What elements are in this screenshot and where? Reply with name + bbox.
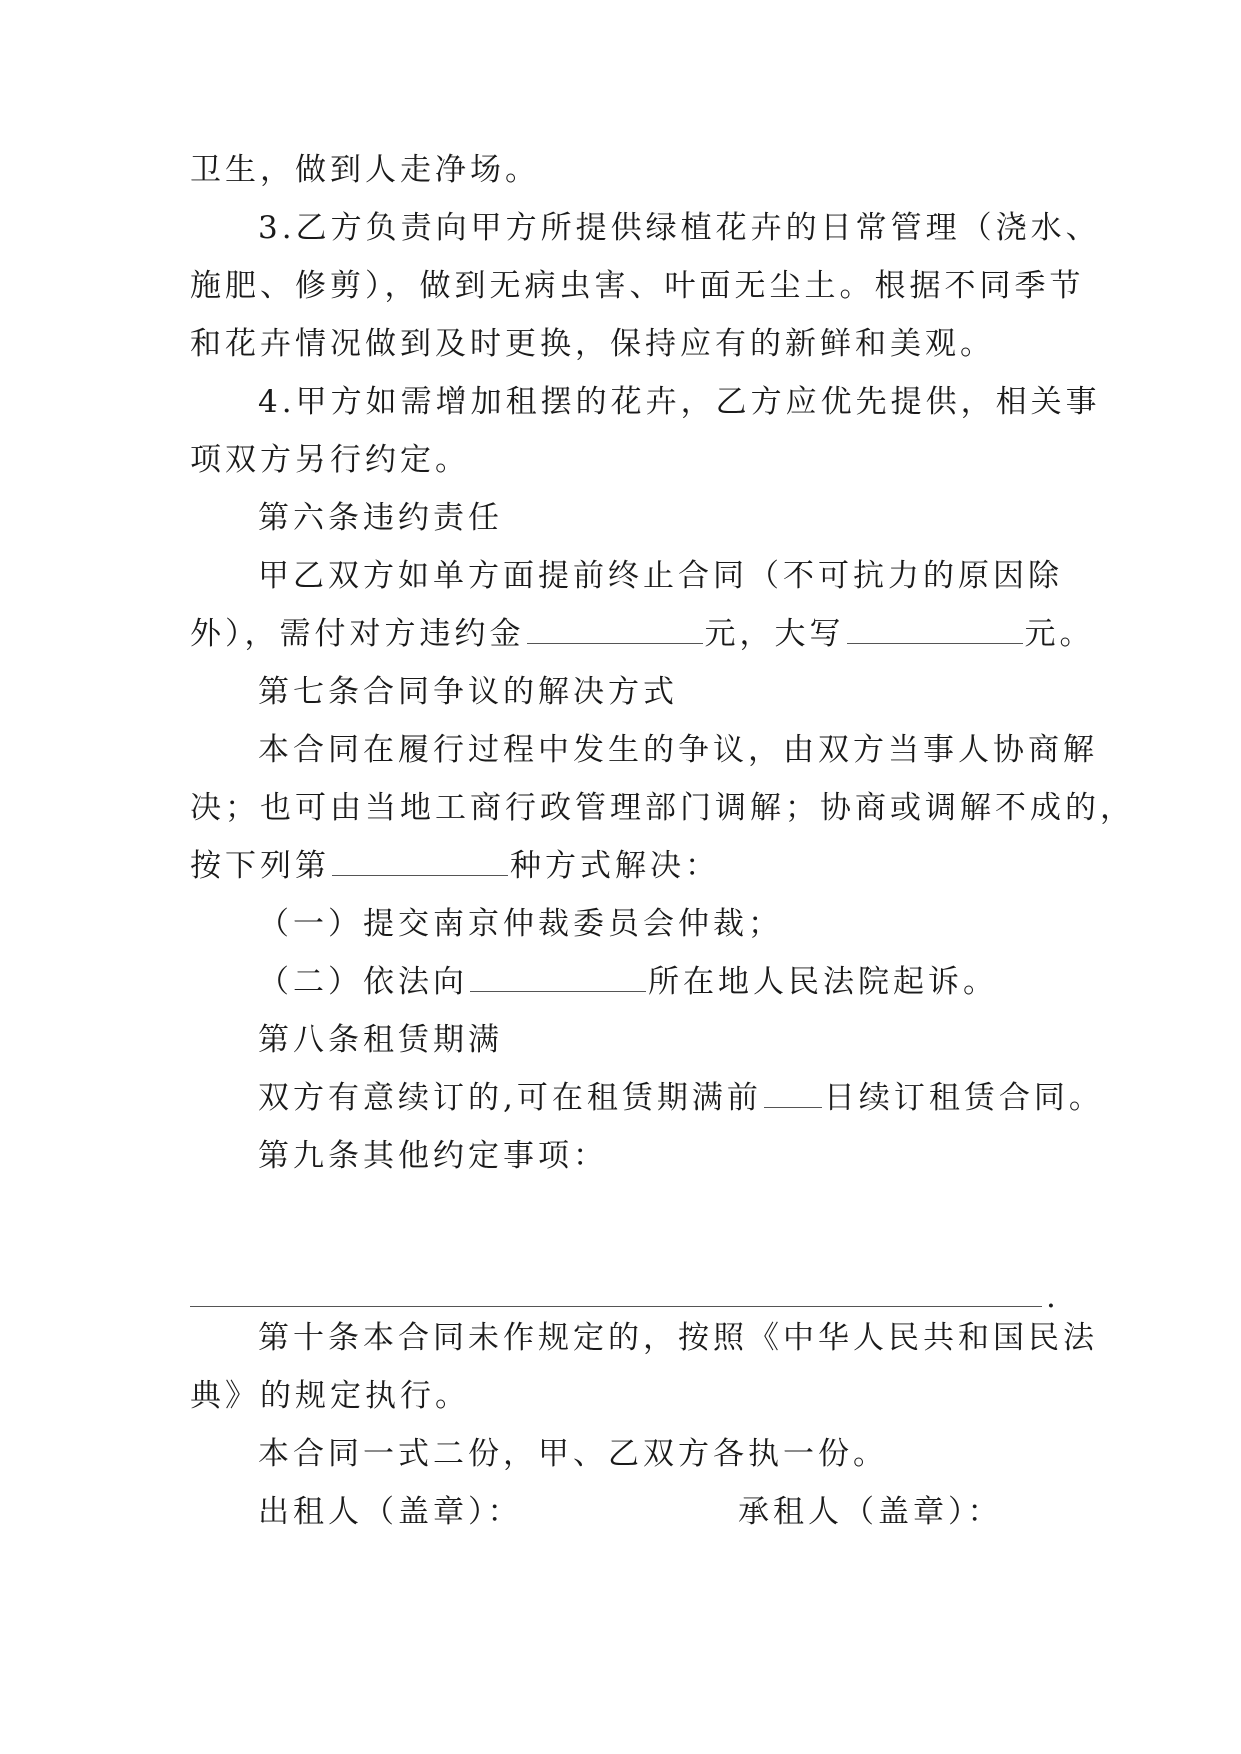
text-segment: （二）依法向 xyxy=(258,964,468,1000)
option-one: （一）提交南京仲裁委员会仲裁； xyxy=(258,906,783,942)
clause-item-3: 3.乙方负责向甲方所提供绿植花卉的日常管理（浇水、 xyxy=(258,210,1101,246)
text-segment: 双方有意续订的,可在租赁期满前 xyxy=(258,1080,762,1116)
text-segment: 元。 xyxy=(1024,616,1095,652)
text-line: 本合同在履行过程中发生的争议，由双方当事人协商解 xyxy=(258,732,1098,768)
penalty-amount-words-blank xyxy=(847,623,1023,644)
text-segment: 种方式解决： xyxy=(510,848,720,884)
text-line: 卫生，做到人走净场。 xyxy=(190,152,540,188)
text-line: 决；也可由当地工商行政管理部门调解；协商或调解不成的， xyxy=(190,790,1135,826)
article-10-heading: 第十条本合同未作规定的，按照《中华人民共和国民法 xyxy=(258,1320,1098,1356)
line-end-period: . xyxy=(1046,1279,1056,1315)
article-6-heading: 第六条违约责任 xyxy=(258,500,503,536)
text-line: 甲乙双方如单方面提前终止合同（不可抗力的原因除 xyxy=(258,558,1063,594)
text-segment: 所在地人民法院起诉。 xyxy=(648,964,998,1000)
other-terms-blank xyxy=(190,1306,1042,1307)
renewal-line xyxy=(258,1078,1104,1118)
article-7-heading: 第七条合同争议的解决方式 xyxy=(258,674,678,710)
court-party-blank xyxy=(470,971,646,992)
penalty-line xyxy=(190,614,1095,654)
text-line: 项双方另行约定。 xyxy=(190,442,470,478)
renewal-days-blank xyxy=(764,1087,822,1108)
method-number-blank xyxy=(332,855,508,876)
clause-item-4: 4.甲方如需增加租摆的花卉，乙方应优先提供，相关事 xyxy=(258,384,1101,420)
text-line: 施肥、修剪），做到无病虫害、叶面无尘土。根据不同季节 xyxy=(190,268,1085,304)
article-9-heading: 第九条其他约定事项： xyxy=(258,1138,608,1174)
article-8-heading: 第八条租赁期满 xyxy=(258,1022,503,1058)
text-segment: 外），需付对方违约金 xyxy=(190,616,525,652)
lessor-signature-label: 出租人（盖章）： xyxy=(258,1494,523,1530)
copies-statement: 本合同一式二份，甲、乙双方各执一份。 xyxy=(258,1436,888,1472)
text-segment: 按下列第 xyxy=(190,848,330,884)
lessee-signature-label: 承租人（盖章）： xyxy=(738,1494,1003,1530)
text-segment: 元，大写 xyxy=(704,616,845,652)
option-two xyxy=(258,962,998,1002)
text-segment: 日续订租赁合同。 xyxy=(823,1080,1104,1116)
text-line: 典》的规定执行。 xyxy=(190,1378,470,1414)
dispute-method-line xyxy=(190,846,720,886)
penalty-amount-blank xyxy=(527,623,703,644)
text-line: 和花卉情况做到及时更换，保持应有的新鲜和美观。 xyxy=(190,326,995,362)
